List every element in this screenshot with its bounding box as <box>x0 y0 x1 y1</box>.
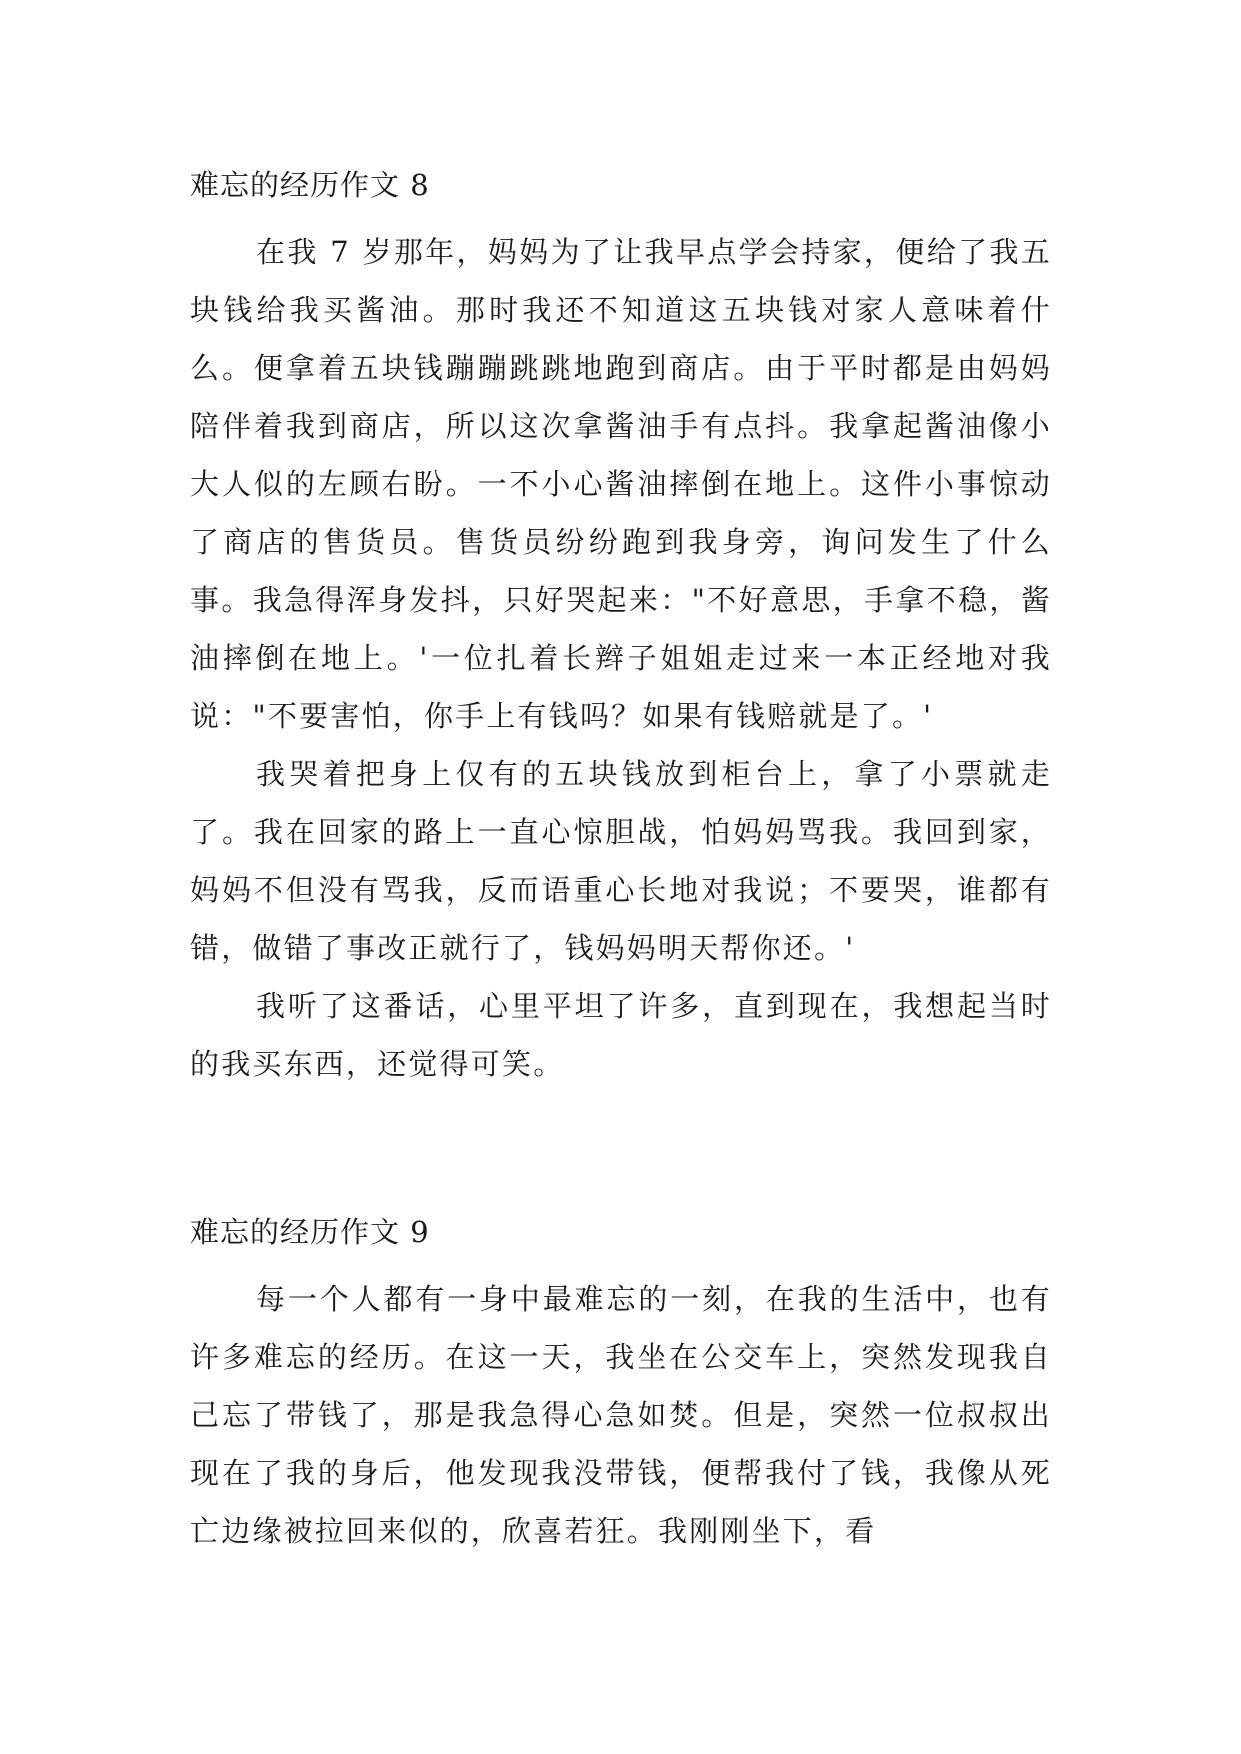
essay-title: 难忘的经历作文 9 <box>190 1215 430 1249</box>
essay-9 <box>190 1212 1052 1560</box>
paragraph: 我听了这番话，心里平坦了许多，直到现在，我想起当时的我买东西，还觉得可笑。 <box>190 989 1052 1081</box>
paragraph: 我哭着把身上仅有的五块钱放到柜台上，拿了小票就走了。我在回家的路上一直心惊胆战，怕妈妈骂我。我回到家，妈妈不但没有骂我，反而语重心长地对我说；不要哭，谁都有错，做错了事改正就行了，钱妈妈明天帮你还。' <box>190 757 1052 965</box>
essay-8 <box>190 165 1052 1093</box>
paragraph: 在我 7 岁那年，妈妈为了让我早点学会持家，便给了我五块钱给我买酱油。那时我还不知道这五块钱对家人意味着什么。便拿着五块钱蹦蹦跳跳地跑到商店。由于平时都是由妈妈陪伴着我到商店，所以这次拿酱油手有点抖。我拿起酱油像小大人似的左顾右盼。一不小心酱油摔倒在地上。这件小事惊动了商店的售货员。售货员纷纷跑到我身旁，询问发生了什么事。我急得浑身发抖，只好哭起来："不好意思，手拿不稳，酱油摔倒在地上。'一位扎着长辫子姐姐走过来一本正经地对我说："不要害怕，你手上有钱吗？如果有钱赔就是了。' <box>190 235 1052 733</box>
essay-title: 难忘的经历作文 8 <box>190 168 430 202</box>
paragraph: 每一个人都有一身中最难忘的一刻，在我的生活中，也有许多难忘的经历。在这一天，我坐在公交车上，突然发现我自己忘了带钱了，那是我急得心急如焚。但是，突然一位叔叔出现在了我的身后，他发现我没带钱，便帮我付了钱，我像从死亡边缘被拉回来似的，欣喜若狂。我刚刚坐下，看 <box>190 1282 1052 1548</box>
